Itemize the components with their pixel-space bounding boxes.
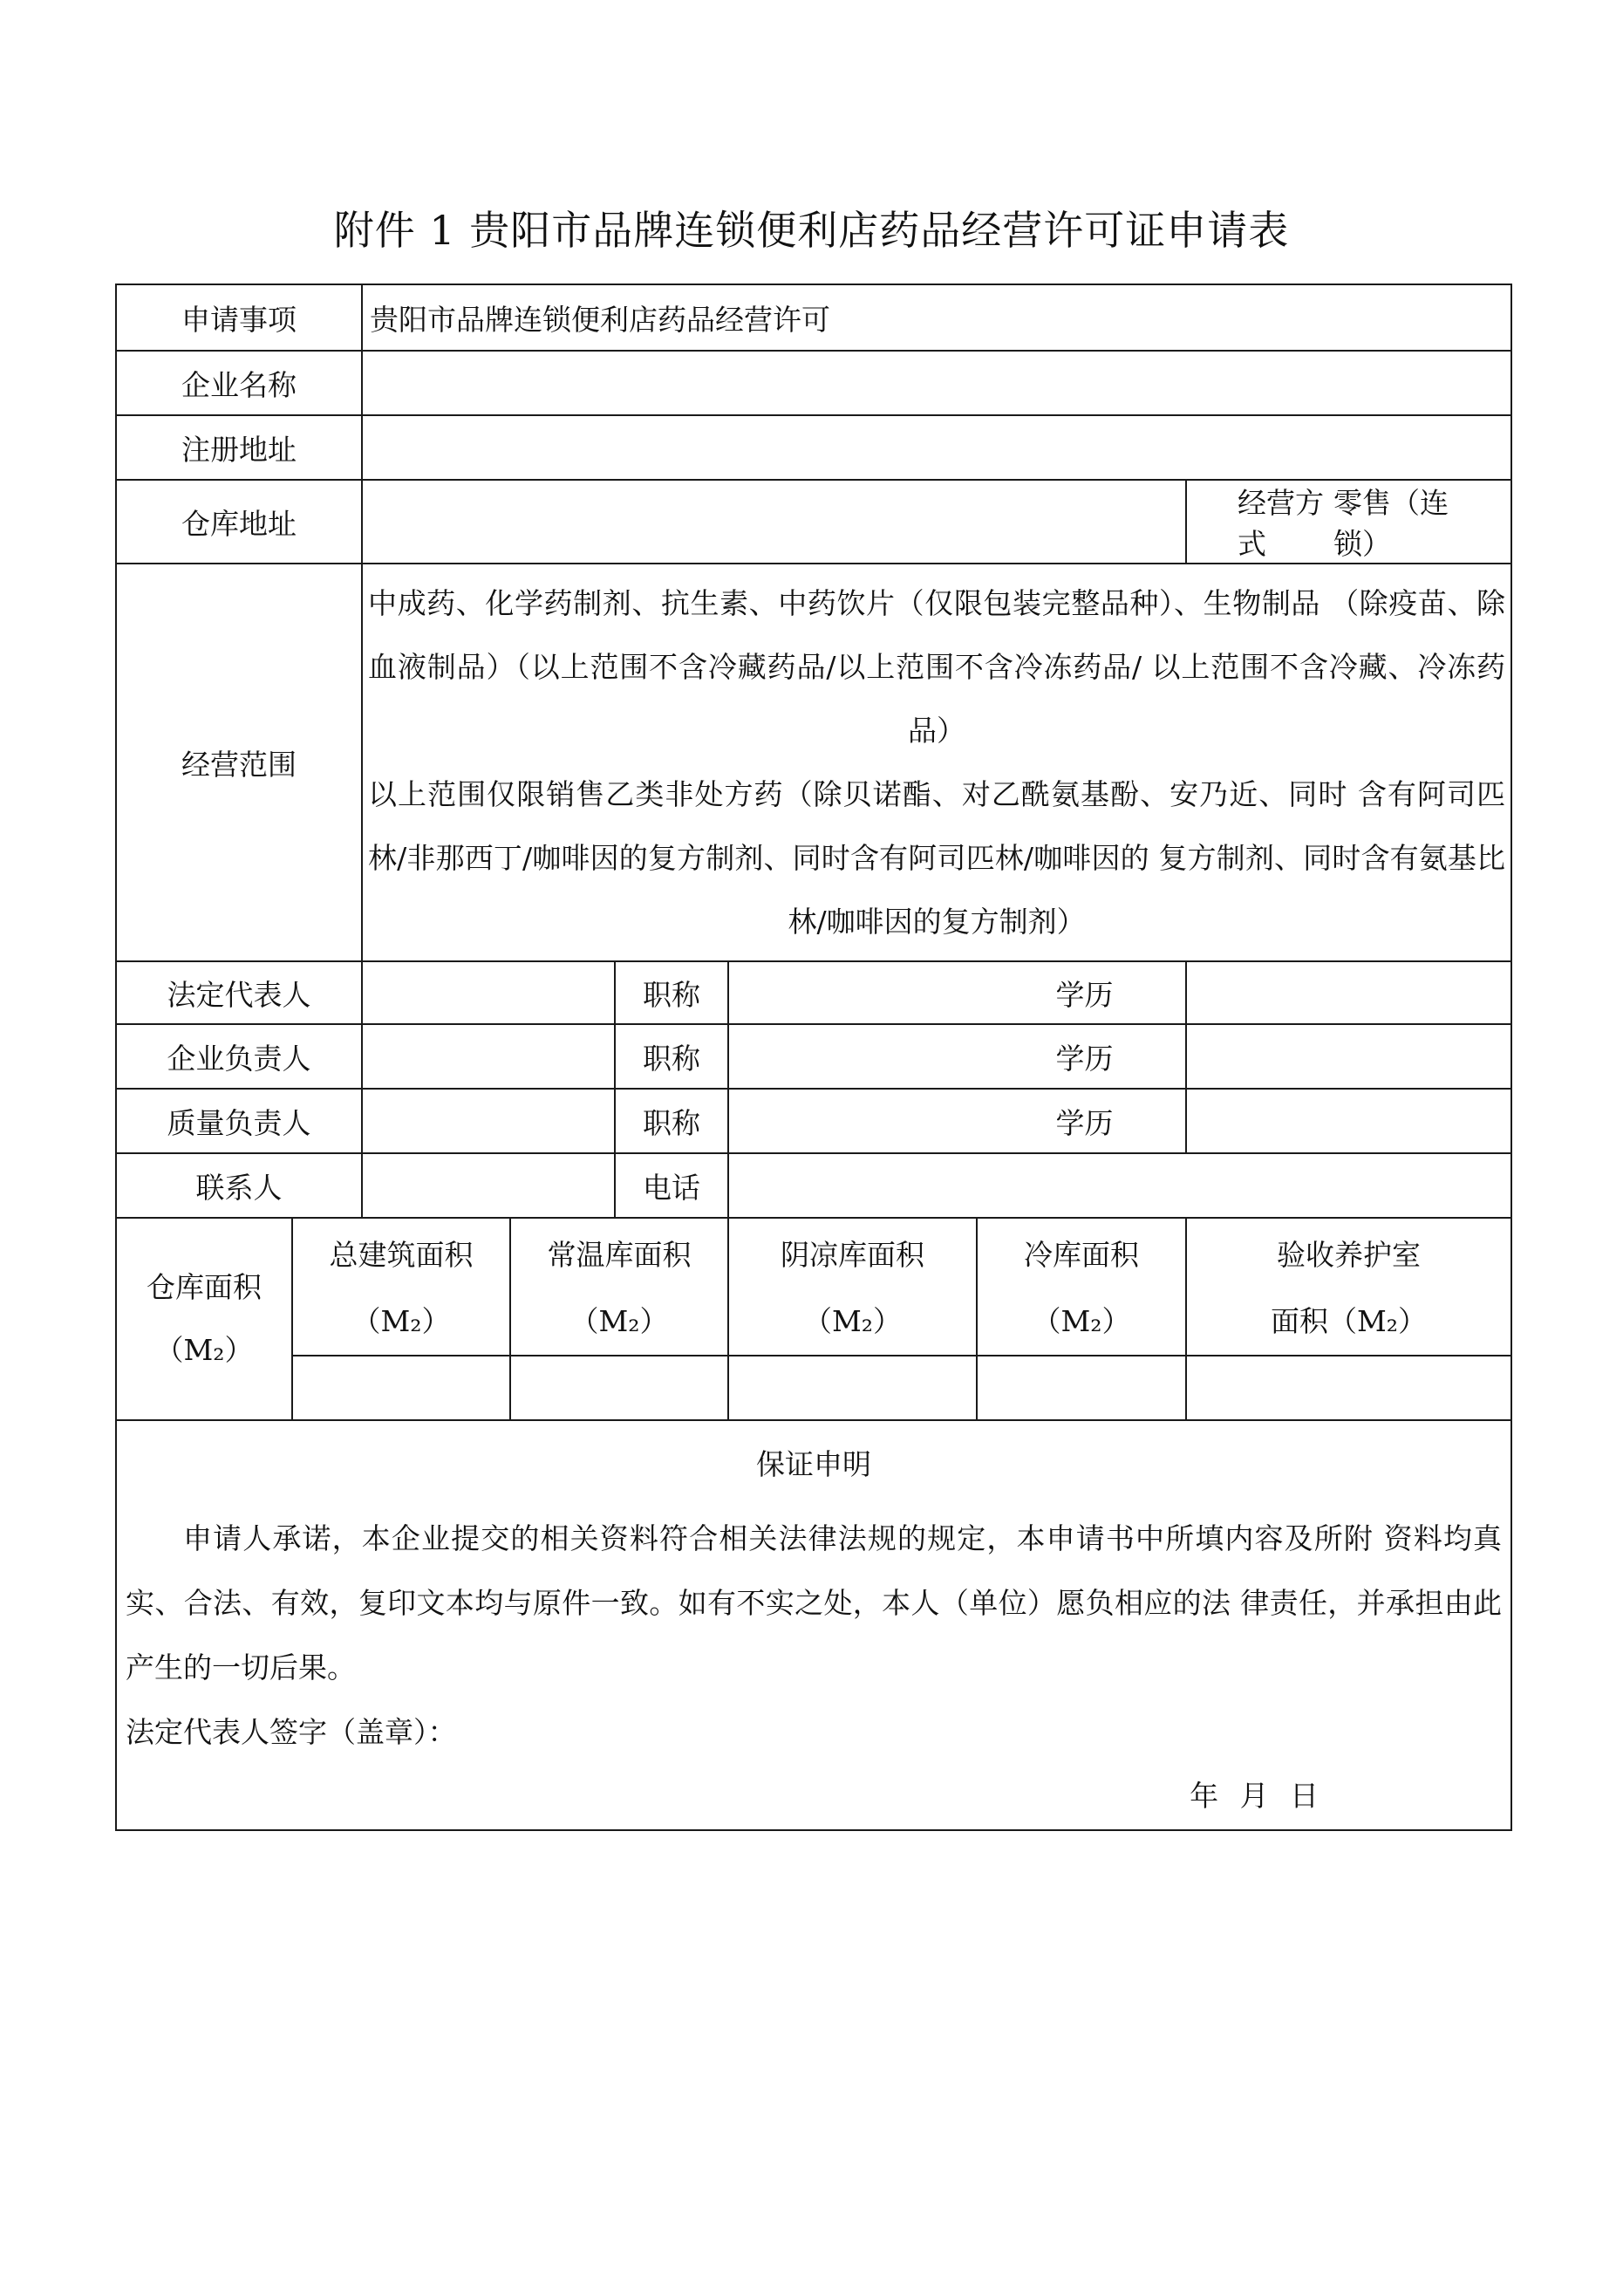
row-contact <box>116 1153 1511 1218</box>
row-warehouse-address <box>116 480 1511 564</box>
warehouse-address-label: 仓库地址 <box>116 480 362 564</box>
business-scope-content <box>362 564 1511 961</box>
declaration-cell <box>116 1420 1511 1830</box>
application-form-table <box>115 284 1512 1831</box>
area-col-cold-unit: （M₂） <box>1032 1304 1131 1338</box>
warehouse-area-unit: （M₂） <box>154 1333 254 1367</box>
row-company-name <box>116 351 1511 415</box>
business-scope-restriction: 以上范围仅限销售乙类非处方药（除贝诺酯、对乙酰氨基酚、安乃近、同时 含有阿司匹林/非那西丁/咖啡因的复方制剂、同时含有阿司匹林/咖啡因的 复方制剂、同时含有氨基比林/咖啡因的复方制剂） <box>368 777 1506 939</box>
area-cool-field[interactable] <box>728 1356 977 1420</box>
company-head-edu-field[interactable] <box>1186 1024 1511 1089</box>
application-item-value[interactable]: 贵阳市品牌连锁便利店药品经营许可 <box>362 284 1511 351</box>
area-normal-field[interactable] <box>510 1356 728 1420</box>
warehouse-area-label-cell <box>116 1218 292 1420</box>
legal-rep-name-field[interactable] <box>362 961 615 1024</box>
row-company-head <box>116 1024 1511 1089</box>
date-label: 年 月 日 <box>1190 1779 1320 1813</box>
area-col-cool-name: 阴凉库面积 <box>781 1238 924 1272</box>
area-col-normal <box>510 1218 728 1356</box>
business-mode-cell <box>1186 480 1511 564</box>
row-application-item <box>116 284 1511 351</box>
contact-label: 联系人 <box>116 1153 362 1218</box>
contact-name-field[interactable] <box>362 1153 615 1218</box>
area-total-field[interactable] <box>292 1356 510 1420</box>
area-col-total-unit: （M₂） <box>351 1304 451 1338</box>
business-mode-label: 经营方式 <box>1238 486 1324 561</box>
area-col-cold-name: 冷库面积 <box>1024 1238 1139 1272</box>
row-declaration <box>116 1420 1511 1830</box>
registered-address-field[interactable] <box>362 415 1511 480</box>
business-mode-value: 零售（连锁） <box>1333 486 1449 561</box>
quality-head-name-field[interactable] <box>362 1089 615 1153</box>
row-legal-representative <box>116 961 1511 1024</box>
area-col-normal-unit: （M₂） <box>569 1304 669 1338</box>
declaration-title: 保证申明 <box>756 1447 872 1481</box>
company-head-edu-label: 学历 <box>728 1024 1186 1089</box>
company-name-label: 企业名称 <box>116 351 362 415</box>
legal-rep-edu-field[interactable] <box>1186 961 1511 1024</box>
company-head-name-field[interactable] <box>362 1024 615 1089</box>
quality-head-label: 质量负责人 <box>116 1089 362 1153</box>
row-registered-address <box>116 415 1511 480</box>
area-inspection-field[interactable] <box>1186 1356 1511 1420</box>
company-name-field[interactable] <box>362 351 1511 415</box>
company-head-label: 企业负责人 <box>116 1024 362 1089</box>
document-title: 附件 1 贵阳市品牌连锁便利店药品经营许可证申请表 <box>333 207 1290 254</box>
legal-rep-edu-label: 学历 <box>728 961 1186 1024</box>
business-scope-label: 经营范围 <box>116 564 362 961</box>
area-col-cool <box>728 1218 977 1356</box>
quality-head-edu-label: 学历 <box>728 1089 1186 1153</box>
legal-rep-label: 法定代表人 <box>116 961 362 1024</box>
area-col-total-name: 总建筑面积 <box>329 1238 474 1272</box>
business-scope-paragraph: 中成药、化学药制剂、抗生素、中药饮片（仅限包装完整品种）、生物制品 （除疫苗、除血液制品）（以上范围不含冷藏药品/以上范围不含冷冻药品/ 以上范围不含冷藏、冷冻药品） <box>368 586 1506 748</box>
row-quality-head <box>116 1089 1511 1153</box>
warehouse-address-field[interactable] <box>362 480 1186 564</box>
phone-field[interactable] <box>728 1153 1511 1218</box>
registered-address-label: 注册地址 <box>116 415 362 480</box>
row-warehouse-area-headers <box>116 1218 1511 1356</box>
warehouse-area-label: 仓库面积 <box>147 1270 262 1304</box>
company-head-title-label: 职称 <box>615 1024 728 1089</box>
row-business-scope <box>116 564 1511 961</box>
legal-rep-title-label: 职称 <box>615 961 728 1024</box>
area-col-cold <box>977 1218 1186 1356</box>
declaration-body: 申请人承诺，本企业提交的相关资料符合相关法律法规的规定，本申请书中所填内容及所附 资料均真实、合法、有效，复印文本均与原件一致。如有不实之处，本人（单位）愿负相应的法 律责任，并承担由此产生的一切后果。 <box>126 1521 1503 1684</box>
application-item-label: 申请事项 <box>116 284 362 351</box>
quality-head-edu-field[interactable] <box>1186 1089 1511 1153</box>
signature-label: 法定代表人签字（盖章）： <box>126 1715 457 1749</box>
area-cold-field[interactable] <box>977 1356 1186 1420</box>
row-warehouse-area-values <box>116 1356 1511 1420</box>
area-col-inspection-unit: 面积（M₂） <box>1271 1304 1428 1338</box>
area-col-inspection <box>1186 1218 1511 1356</box>
area-col-cool-unit: （M₂） <box>802 1304 903 1338</box>
area-col-total <box>292 1218 510 1356</box>
area-col-normal-name: 常温库面积 <box>547 1238 692 1272</box>
area-col-inspection-name: 验收养护室 <box>1277 1238 1422 1272</box>
quality-head-title-label: 职称 <box>615 1089 728 1153</box>
phone-label: 电话 <box>615 1153 728 1218</box>
